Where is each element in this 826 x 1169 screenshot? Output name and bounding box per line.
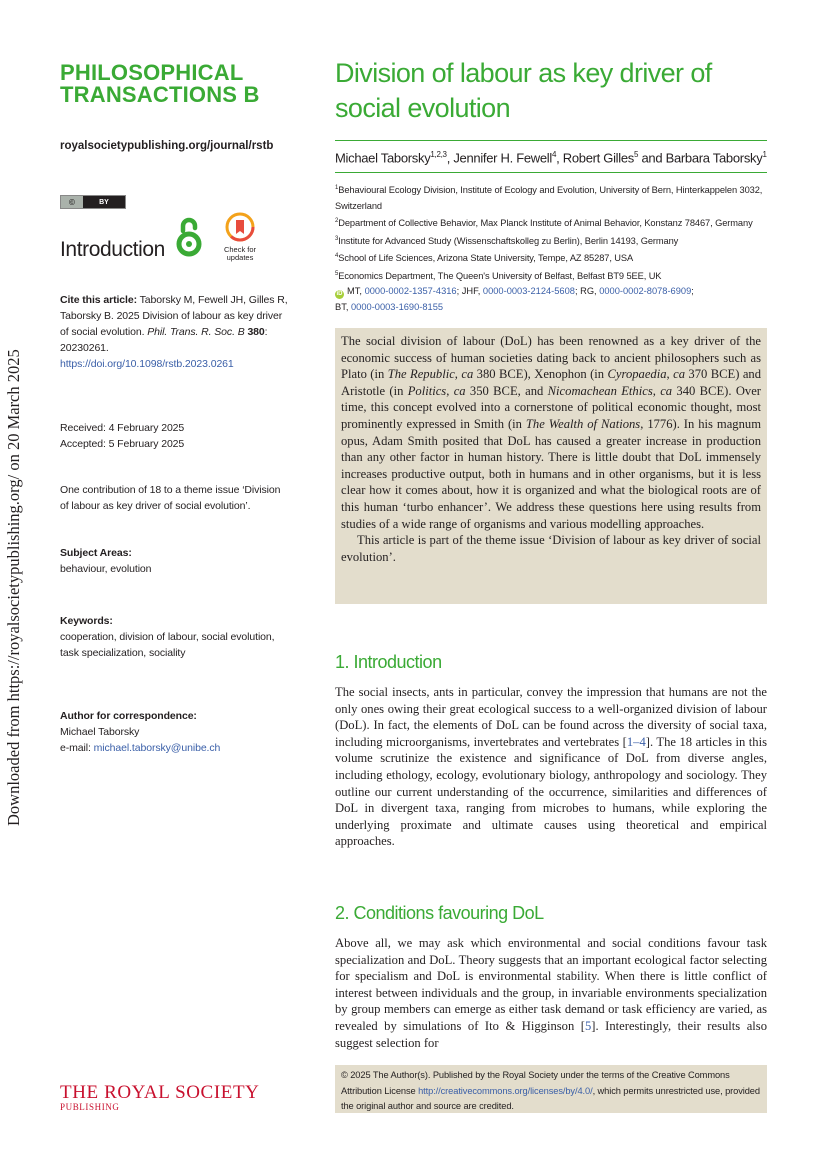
author-affil-sup: 1,2,3 [430, 150, 447, 159]
abstract-text: , [652, 383, 661, 398]
abstract-text: , [666, 367, 674, 382]
author-separator: , [446, 150, 454, 166]
affiliation-number: 2 [335, 218, 339, 225]
license-box [335, 1065, 767, 1113]
article-title [335, 56, 775, 126]
cc-by-label: BY [99, 198, 109, 206]
orcid-label: MT, [347, 286, 365, 296]
abstract-theme-note: This article is part of the theme issue ‘Division of labour as key driver of social evolution’. [341, 533, 761, 564]
keywords [60, 613, 288, 661]
dates-block [60, 420, 288, 452]
author-list [335, 150, 775, 165]
accepted-date: Accepted: 5 February 2025 [60, 438, 185, 450]
body-text: The social insects, ants in particular, convey the impression that humans are not the only ones owing their great ecological success to a well-organized division of labour (DoL). In fact, the elements of DoL can be found across the diversity of social taxa, including microorganisms, invertebrates and vertebrates [ [335, 685, 767, 749]
journal-name-line1: PHILOSOPHICAL [60, 60, 244, 85]
journal-url[interactable]: royalsocietypublishing.org/journal/rstb [60, 140, 274, 152]
abstract-italic: The Republic [387, 367, 455, 382]
abstract-italic: ca [673, 367, 685, 382]
abstract-text: , [454, 367, 462, 382]
affiliation-number: 3 [335, 235, 339, 242]
orcid-separator: ; [691, 286, 694, 296]
author-separator: , [556, 150, 563, 166]
author-name[interactable]: Robert Gilles [562, 150, 634, 166]
abstract-italic: ca [660, 383, 673, 398]
cite-journal: Phil. Trans. R. Soc. B [147, 326, 245, 338]
license-link[interactable]: http://creativecommons.org/licenses/by/4.0/ [418, 1085, 593, 1096]
affiliation-item [335, 181, 767, 214]
section-heading: 2. Conditions favouring DoL [335, 903, 544, 923]
download-watermark: Downloaded from https://royalsocietypublishing.org/ on 20 March 2025 [4, 349, 23, 826]
affiliation-text: Institute for Advanced Study (Wissenschaftskolleg zu Berlin), Berlin 14193, Germany [338, 235, 679, 246]
cite-text: Taborsky M, Fewell JH, Gilles R, Taborsky B. 2025 Division of labour as key driver of social evolution. [60, 294, 288, 338]
citation-block [60, 292, 288, 372]
section-heading: 1. Introduction [335, 652, 442, 672]
author-affil-sup: 1 [762, 150, 767, 159]
license-text: , which permits unrestricted use, provided the original author and source are credited. [341, 1085, 760, 1111]
affiliation-text: Economics Department, The Queen's University of Belfast, Belfast BT9 5EE, UK [338, 270, 662, 281]
orcid-link-rg[interactable]: 0000-0002-8078-6909 [599, 286, 692, 296]
authors-rule [335, 172, 767, 173]
title-rule [335, 140, 767, 141]
affiliation-number: 4 [335, 253, 339, 260]
check-for-updates-badge[interactable] [220, 212, 260, 262]
subject-areas [60, 545, 288, 577]
abstract-text: 350 BCE, and [465, 383, 548, 398]
abstract-text: , [446, 383, 454, 398]
orcid-link-mt[interactable]: 0000-0002-1357-4316 [364, 286, 457, 296]
cc-by-license-badge[interactable] [60, 195, 126, 209]
orcid-icon: iD [336, 291, 343, 297]
open-access-icon [174, 215, 204, 259]
publisher-sub: PUBLISHING [60, 1102, 120, 1112]
received-date: Received: 4 February 2025 [60, 422, 185, 434]
cite-volume: 380 [247, 326, 265, 338]
author-affil-sup: 4 [551, 150, 557, 159]
subject-value: behaviour, evolution [60, 563, 152, 575]
reference-link[interactable]: 5 [585, 1018, 592, 1033]
keywords-value: cooperation, division of labour, social evolution, task specialization, sociality [60, 631, 275, 659]
subject-label: Subject Areas: [60, 547, 132, 559]
abstract-text: 380 BCE), Xenophon (in [473, 367, 608, 382]
abstract-text: , 1776). In his magnum opus, Adam Smith posited that DoL has caused a greater increase in production than any other factor in human history. There is little doubt that DoL immensely increases productive output, both in humans and in other organisms, but it is less clear how it comes about, how it is organized and what the biological roots are of this human ‘turbo enhancer’. We address these questions here using results from studies of a wide range of organisms and various modelling approaches. [341, 416, 761, 531]
email-label: e-mail: [60, 742, 94, 754]
section-body [335, 684, 767, 850]
abstract-italic: ca [453, 383, 466, 398]
body-paragraph [335, 935, 767, 1051]
abstract-text: 370 BCE) and Aristotle (in [341, 367, 762, 398]
affiliation-text: Behavioural Ecology Division, Institute of Ecology and Evolution, University of Bern, Hinterkappelen 3032, Switzerland [335, 185, 763, 211]
publisher-name: THE ROYAL SOCIETY [60, 1082, 260, 1103]
reference-link[interactable]: 1–4 [626, 734, 646, 749]
orcid-label: BT, [335, 301, 352, 312]
cite-article: : 20230261. [60, 326, 268, 354]
cite-label: Cite this article: [60, 294, 137, 306]
affiliation-list [335, 181, 767, 284]
check-updates-icon [225, 212, 255, 242]
abstract-italic: Politics [407, 383, 447, 398]
royal-society-logo[interactable] [60, 1082, 260, 1112]
affiliation-item [335, 214, 767, 232]
author-name[interactable]: Michael Taborsky [335, 150, 431, 166]
abstract-text: The social division of labour (DoL) has been renowned as a key driver of the economic success of human societies dating back to ancient philosophers such as Plato (in [341, 334, 761, 382]
affiliation-text: School of Life Sciences, Arizona State University, Tempe, AZ 85287, USA [338, 253, 634, 264]
affiliation-text: Department of Collective Behavior, Max Planck Institute of Animal Behavior, Konstanz 78467, Germany [338, 218, 753, 229]
abstract-italic: Nicomachean Ethics [547, 383, 653, 398]
body-text: Above all, we may ask which environmental and social conditions favour task specialization and DoL. Theory suggests that an important ecological factor selecting for specialism and DoL is environmental stability. When there is little conflict of interest between individuals and the group, in invariable environments specialization by group members can emerge as either task demand or task efficiency are varied, as revealed by simulations of Ito & Higginson [ [335, 936, 767, 1033]
affiliation-number: 1 [335, 185, 339, 191]
orcid-label: ; RG, [574, 286, 600, 296]
orcid-link-bt[interactable]: 0000-0003-1690-8155 [351, 301, 444, 312]
correspondence-email-link[interactable]: michael.taborsky@unibe.ch [93, 742, 221, 754]
body-paragraph [335, 684, 767, 850]
author-affil-sup: 5 [634, 150, 639, 159]
affiliation-item [335, 249, 767, 267]
affiliation-item [335, 267, 767, 285]
affiliation-number: 5 [335, 270, 339, 277]
keywords-label: Keywords: [60, 615, 113, 627]
abstract-italic: The Wealth of Nations [525, 416, 641, 431]
orcid-link-jhf[interactable]: 0000-0003-2124-5608 [482, 286, 575, 296]
author-name[interactable]: Jennifer H. Fewell [453, 150, 552, 166]
author-separator: and [638, 150, 666, 166]
correspondence-label: Author for correspondence: [60, 710, 197, 722]
abstract-paragraph [341, 333, 761, 532]
abstract-text: 340 BCE). Over time, this concept evolved into a cornerstone of political economic thought, most prominently expressed in Smith (in [341, 383, 761, 431]
section-body [335, 935, 767, 1051]
contribution-note: One contribution of 18 to a theme issue ‘Division of labour as key driver of social evolution’. [60, 484, 281, 512]
body-text: ]. The 18 articles in this volume scrutinize the existence and significance of DoL from diverse angles, including ethology, ecology, evolutionary biology, anthropology and sociology. They outline our current understanding of the occurrence, similarities and differences of DoL in divergent taxa, ranging from microbes to humans, while exploring the underlying proximate and ultimate causes using theoretical and empirical approaches. [335, 734, 767, 849]
cite-doi-link[interactable]: https://doi.org/10.1098/rstb.2023.0261 [60, 358, 234, 370]
author-name[interactable]: Barbara Taborsky [665, 150, 763, 166]
cc-icon: © [61, 196, 83, 208]
journal-name-line2: TRANSACTIONS B [60, 82, 260, 107]
affiliation-item [335, 232, 767, 250]
article-type: Introduction [60, 238, 165, 261]
article-title-line2: social evolution [335, 93, 511, 123]
license-text: © 2025 The Author(s). Published by the Royal Society under the terms of the Creative Commons Attribution License [341, 1070, 730, 1096]
abstract-italic: Cyropaedia [607, 367, 667, 382]
body-text: ]. Interestingly, their results also suggest selection for [335, 1018, 767, 1050]
article-title-line1: Division of labour as key driver of [335, 58, 712, 88]
orcid-list [335, 284, 767, 315]
abstract-box [335, 328, 767, 604]
correspondence-name: Michael Taborsky [60, 726, 140, 738]
journal-name[interactable] [60, 62, 260, 106]
check-updates-line1: Check for [223, 245, 257, 254]
correspondence [60, 708, 288, 756]
check-updates-line2: updates [226, 253, 254, 262]
abstract-italic: ca [461, 367, 474, 382]
orcid-label: ; JHF, [456, 286, 483, 296]
